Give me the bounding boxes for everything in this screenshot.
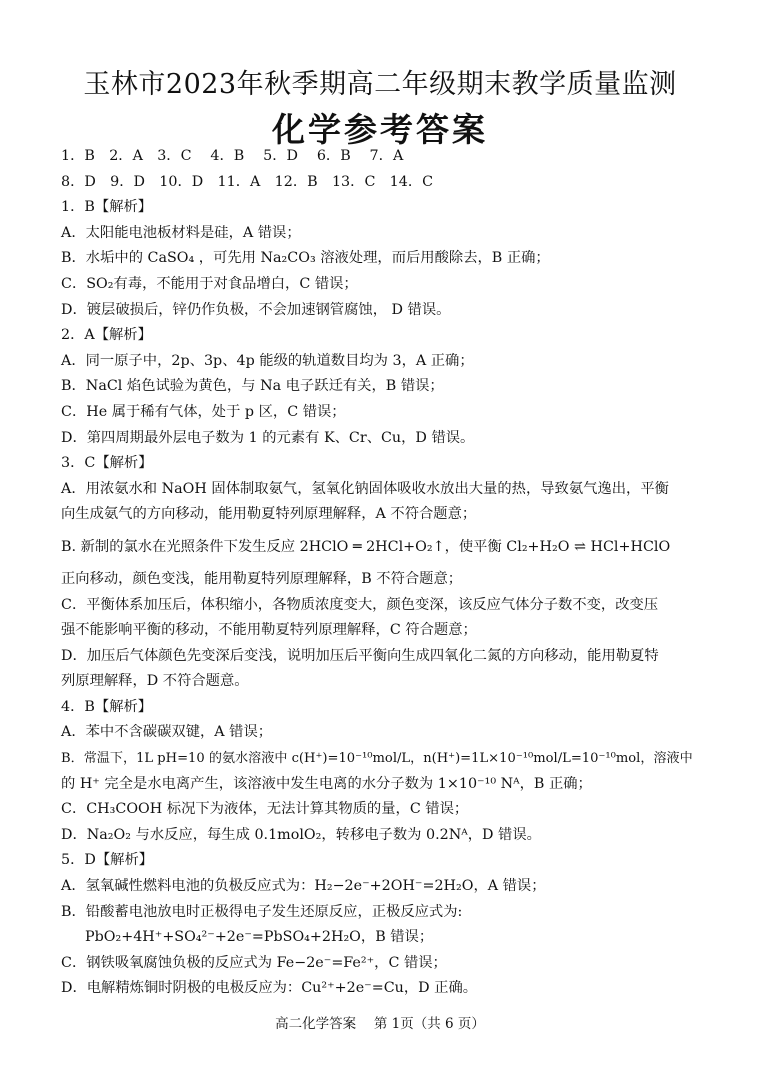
q4-option-b-line1: B．常温下，1L pH=10 的氨水溶液中 c(H⁺)=10⁻¹⁰mol/L，n(H⁺)=1L×10⁻¹⁰mol/L=10⁻¹⁰mol，溶液中	[61, 751, 693, 767]
q2-option-a: A．同一原子中，2p、3p、4p 能级的轨道数目均为 3，A 正确；	[61, 352, 474, 369]
q5-option-b-line1: B．铅酸蓄电池放电时正极得电子发生还原反应，正极反应式为:	[61, 903, 463, 920]
page-title: 化学参考答案	[272, 110, 488, 149]
q5-option-c: C．钢铁吸氧腐蚀负极的反应式为 Fe−2e⁻=Fe²⁺，C 错误；	[61, 954, 447, 971]
q1-option-c: C．SO₂有毒，不能用于对食品增白，C 错误；	[61, 275, 358, 292]
answer-body	[61, 144, 701, 1002]
q2-option-c: C．He 属于稀有气体，处于 p 区，C 错误；	[61, 403, 346, 420]
q5-option-b-line2: PbO₂+4H⁺+SO₄²⁻+2e⁻=PbSO₄+2H₂O，B 错误；	[85, 929, 434, 946]
q2-option-b: B．NaCl 焰色试验为黄色，与 Na 电子跃迁有关，B 错误；	[61, 378, 444, 395]
q4-heading: 4．B【解析】	[61, 698, 153, 715]
q4-option-d: D．Na₂O₂ 与水反应，每生成 0.1molO₂，转移电子数为 0.2Nᴬ，D 错误。	[61, 826, 541, 843]
q4-option-b-line2: 的 H⁺ 完全是水电离产生，该溶液中发生电离的水分子数为 1×10⁻¹⁰ Nᴬ，B 正确；	[61, 775, 592, 792]
q3-option-a-line2: 向生成氨气的方向移动，能用勒夏特列原理解释，A 不符合题意；	[61, 506, 477, 523]
q4-option-a: A．苯中不含碳碳双键，A 错误；	[61, 724, 273, 741]
q2-option-d: D．第四周期最外层电子数为 1 的元素有 K、Cr、Cu，D 错误。	[61, 429, 475, 446]
q3-option-d-line1: D．加压后气体颜色先变深后变浅，说明加压后平衡向生成四氧化二氮的方向移动，能用勒夏特	[61, 647, 659, 664]
q3-option-a-line1: A．用浓氨水和 NaOH 固体制取氨气，氢氧化钠固体吸收水放出大量的热，导致氨气逸出，平衡	[61, 480, 669, 497]
q3-option-c-line1: C．平衡体系加压后，体积缩小，各物质浓度变大，颜色变深，该反应气体分子数不变，改变压	[61, 596, 659, 613]
exam-title: 玉林市2023年秋季期高二年级期末教学质量监测	[83, 69, 677, 100]
q3-option-b-line1: B. 新制的氯水在光照条件下发生反应 2HClO ═ 2HCl+O₂↑，使平衡 Cl₂+H₂O ⇌ HCl+HClO	[61, 538, 671, 555]
q1-option-d: D．镀层破损后，锌仍作负极，不会加速钢管腐蚀， D 错误。	[61, 301, 451, 318]
q5-heading: 5．D【解析】	[61, 852, 154, 869]
q2-heading: 2．A【解析】	[61, 327, 152, 344]
q3-heading: 3．C【解析】	[61, 455, 153, 472]
q1-heading: 1．B【解析】	[61, 199, 153, 216]
answers-row-2: 8．D 9．D 10．D 11．A 12．B 13．C 14．C	[61, 173, 434, 190]
q5-option-a: A．氢氧碱性燃料电池的负极反应式为：H₂−2e⁻+2OH⁻=2H₂O，A 错误；	[61, 878, 546, 895]
answers-row-1: 1．B 2．A 3．C 4．B 5．D 6．B 7．A	[61, 148, 404, 164]
q1-option-a: A．太阳能电池板材料是硅，A 错误；	[61, 224, 301, 241]
page-footer: 高二化学答案 第 1页（共 6 页）	[275, 1016, 485, 1032]
q1-option-b: B．水垢中的 CaSO₄ ，可先用 Na₂CO₃ 溶液处理，而后用酸除去，B 正确；	[61, 250, 550, 267]
q5-option-d: D．电解精炼铜时阴极的电极反应为：Cu²⁺+2e⁻=Cu，D 正确。	[61, 980, 478, 997]
q3-option-d-line2: 列原理解释，D 不符合题意。	[61, 673, 249, 690]
q3-option-b-line2: 正向移动，颜色变浅，能用勒夏特列原理解释，B 不符合题意；	[61, 570, 463, 587]
q4-option-c: C．CH₃COOH 标况下为液体，无法计算其物质的量，C 错误；	[61, 801, 469, 818]
q3-option-c-line2: 强不能影响平衡的移动，不能用勒夏特列原理解释，C 符合题意；	[61, 622, 477, 639]
